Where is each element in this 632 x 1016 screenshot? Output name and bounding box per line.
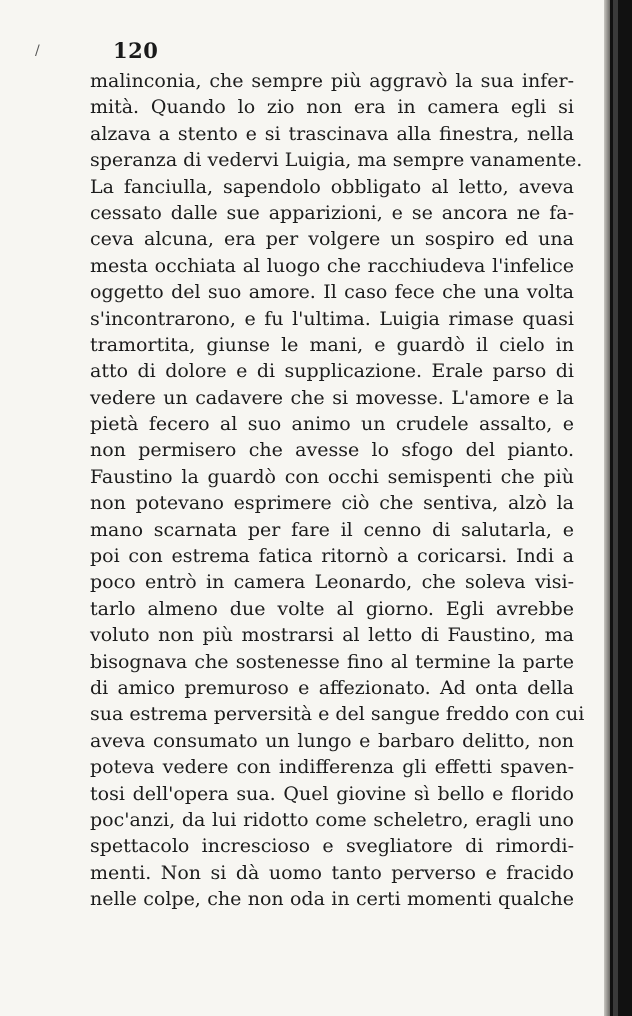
text-line: speranza di vedervi Luigia, ma sempre vanamente. xyxy=(90,149,583,172)
text-line: voluto non più mostrarsi al letto di Faustino, ma xyxy=(90,624,574,647)
text-line: tosi dell'opera sua. Quel giovine sì bello e florido xyxy=(90,782,574,805)
text-line: alzava a stento e si trascinava alla finestra, nella xyxy=(90,122,574,145)
book-binding-edge xyxy=(610,0,632,1016)
page-number: 120 xyxy=(113,38,159,63)
text-line: mesta occhiata al luogo che racchiudeva l'infelice xyxy=(90,254,574,277)
text-line: mano scarnata per fare il cenno di salutarla, e xyxy=(90,518,574,541)
margin-mark: / xyxy=(35,43,40,59)
text-line: tramortita, giunse le mani, e guardò il cielo in xyxy=(90,333,574,356)
text-line: bisognava che sostenesse fino al termine la parte xyxy=(90,650,574,673)
text-line: non potevano esprimere ciò che sentiva, alzò la xyxy=(90,492,574,515)
text-line: poi con estrema fatica ritornò a coricarsi. Indi a xyxy=(90,545,574,568)
text-line: ceva alcuna, era per volgere un sospiro ed una xyxy=(90,228,574,251)
body-text xyxy=(90,68,585,913)
text-line: tarlo almeno due volte al giorno. Egli avrebbe xyxy=(90,597,574,620)
text-line: nelle colpe, che non oda in certi momenti qualche xyxy=(90,888,574,911)
text-line: pietà fecero al suo animo un crudele assalto, e xyxy=(90,413,574,436)
text-line: sua estrema perversità e del sangue freddo con cui xyxy=(90,703,585,726)
text-line: vedere un cadavere che si movesse. L'amore e la xyxy=(90,386,574,409)
text-line: di amico premuroso e affezionato. Ad onta della xyxy=(90,676,574,699)
text-line: malinconia, che sempre più aggravò la sua infer- xyxy=(90,70,574,92)
text-line: menti. Non si dà uomo tanto perverso e fracido xyxy=(90,861,574,884)
text-line: non permisero che avesse lo sfogo del pianto. xyxy=(90,439,574,462)
text-line: spettacolo increscioso e svegliatore di rimordi- xyxy=(90,835,574,858)
text-line: poc'anzi, da lui ridotto come scheletro, eragli uno xyxy=(90,808,574,831)
text-line: aveva consumato un lungo e barbaro delitto, non xyxy=(90,729,574,752)
text-line: atto di dolore e di supplicazione. Erale parso di xyxy=(90,360,574,383)
text-line: s'incontrarono, e fu l'ultima. Luigia rimase quasi xyxy=(90,307,574,330)
text-line: poteva vedere con indifferenza gli effetti spaven- xyxy=(90,756,574,779)
text-line: mità. Quando lo zio non era in camera egli si xyxy=(90,96,574,119)
text-line: Faustino la guardò con occhi semispenti che più xyxy=(90,465,574,488)
text-line: cessato dalle sue apparizioni, e se ancora ne fa- xyxy=(90,201,574,224)
binding-edge-line xyxy=(613,0,618,1016)
text-line: poco entrò in camera Leonardo, che soleva visi- xyxy=(90,571,574,594)
text-line: oggetto del suo amore. Il caso fece che una volta xyxy=(90,281,574,304)
text-line: La fanciulla, sapendolo obbligato al letto, aveva xyxy=(90,175,574,198)
